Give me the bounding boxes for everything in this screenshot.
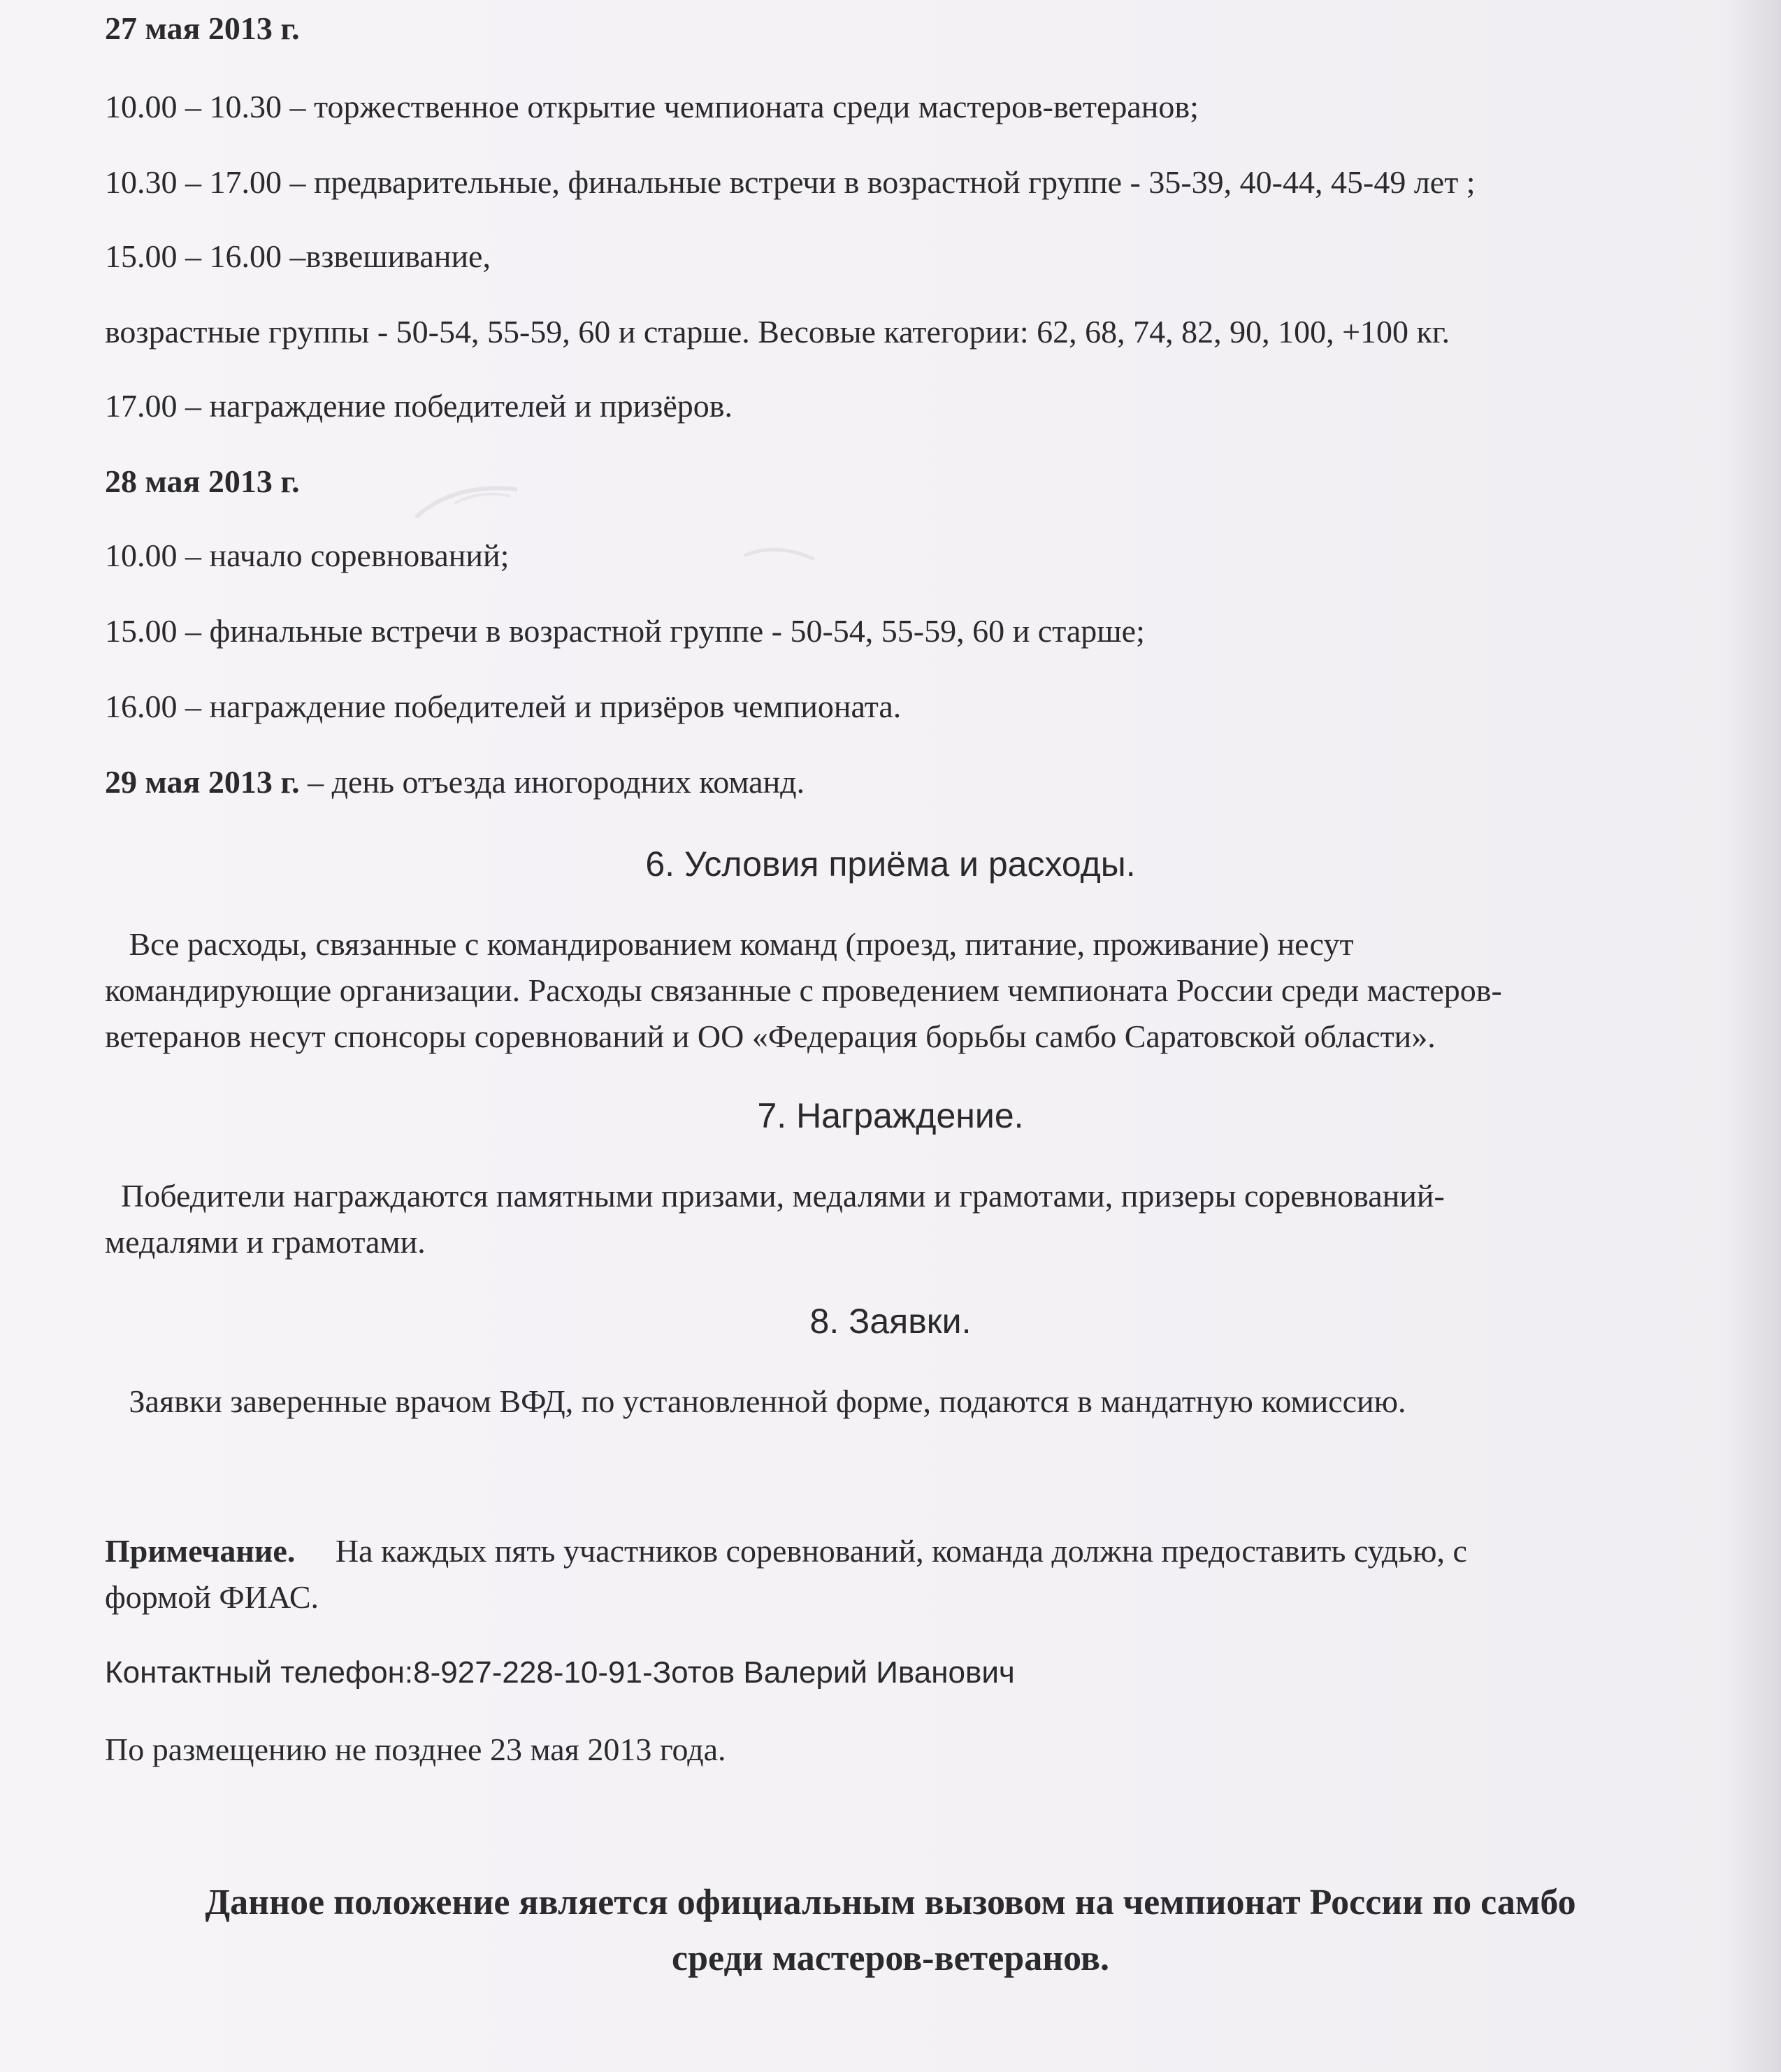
day3-text: – день отъезда иногородних команд. xyxy=(299,764,805,800)
section7-line-1: Победители награждаются памятными призами, медалями и грамотами, призеры соревнований- xyxy=(105,1178,1445,1214)
day1-item-2: 10.30 – 17.00 – предварительные, финальные встречи в возрастной группе - 35-39, 40-44, 45-49 лет ; xyxy=(105,164,1476,200)
section6-line-1: Все расходы, связанные с командированием команд (проезд, питание, проживание) несут xyxy=(105,926,1354,962)
section7-line-2: медалями и грамотами. xyxy=(105,1224,426,1260)
scan-edge-shadow xyxy=(1725,0,1781,2072)
section8-heading: 8. Заявки. xyxy=(809,1302,972,1341)
section8-text: Заявки заверенные врачом ВФД, по установленной форме, подаются в мандатную комиссию. xyxy=(105,1383,1406,1419)
section6-line-3: ветеранов несут спонсоры соревнований и ОО «Федерация борьбы самбо Саратовской области». xyxy=(105,1019,1436,1054)
closing-line-1: Данное положение является официальным вызовом на чемпионат России по самбо xyxy=(205,1883,1576,1922)
accommodation-deadline: По размещению не позднее 23 мая 2013 года. xyxy=(105,1732,726,1767)
day3-row xyxy=(105,763,805,801)
scan-smudge xyxy=(741,538,818,573)
day3-date: 29 мая 2013 г. xyxy=(105,764,300,800)
note-label: Примечание. xyxy=(105,1533,296,1569)
note-row xyxy=(105,1528,1664,1574)
section6-heading: 6. Условия приёма и расходы. xyxy=(645,844,1136,884)
closing-line-2: среди мастеров-ветеранов. xyxy=(672,1938,1109,1978)
day2-item-2: 15.00 – финальные встречи в возрастной группе - 50-54, 55-59, 60 и старше; xyxy=(105,613,1145,649)
note-text: На каждых пять участников соревнований, команда должна предоставить судью, с xyxy=(295,1533,1467,1569)
note-text-2: формой ФИАС. xyxy=(105,1579,319,1615)
day1-item-5: 17.00 – награждение победителей и призёров. xyxy=(105,388,733,424)
day2-item-3: 16.00 – награждение победителей и призёров чемпионата. xyxy=(105,689,902,724)
section7-heading: 7. Награждение. xyxy=(757,1096,1024,1135)
day1-date: 27 мая 2013 г. xyxy=(105,10,300,46)
day2-date: 28 мая 2013 г. xyxy=(105,463,300,499)
day1-item-1: 10.00 – 10.30 – торжественное открытие чемпионата среди мастеров-ветеранов; xyxy=(105,89,1199,124)
contact-phone: Контактный телефон:8-927-228-10-91-Зотов Валерий Иванович xyxy=(105,1655,1015,1690)
section6-line-2: командирующие организации. Расходы связанные с проведением чемпионата России среди мастеров- xyxy=(105,972,1502,1008)
day1-item-3: 15.00 – 16.00 –взвешивание, xyxy=(105,238,491,274)
scan-smudge xyxy=(412,475,524,524)
day2-item-1: 10.00 – начало соревнований; xyxy=(105,538,510,573)
day1-item-4: возрастные группы - 50-54, 55-59, 60 и старше. Весовые категории: 62, 68, 74, 82, 90, 100, +100 кг. xyxy=(105,314,1450,350)
